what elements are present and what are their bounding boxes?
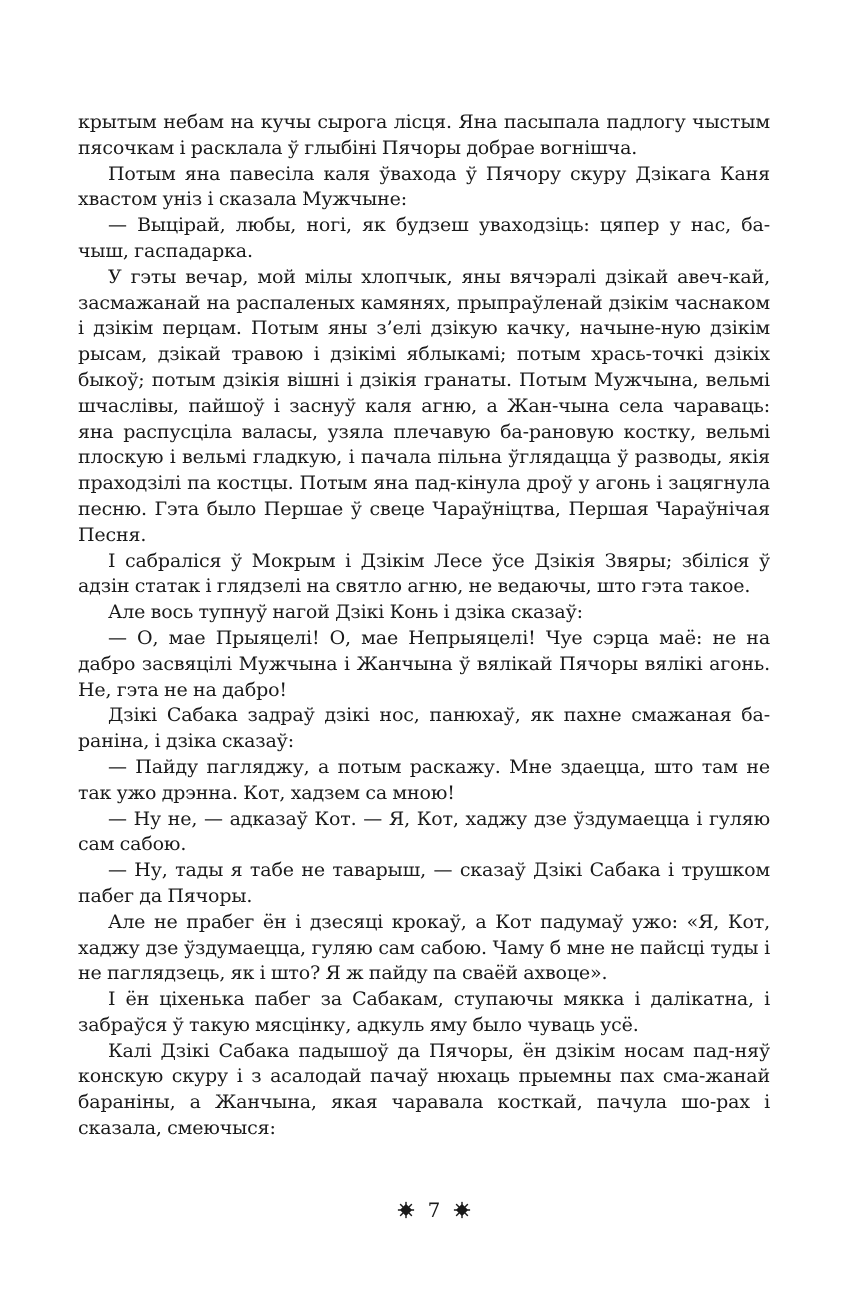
paragraph-9: — Пайду пагляджу, а потым раскажу. Мне здаецца, што там не так ужо дрэнна. Кот, хадзем са мною!	[78, 755, 770, 804]
paragraph-12: Але не прабег ён і дзесяці крокаў, а Кот падумаў ужо: «Я, Кот, хаджу дзе ўздумаецца, гуляю сам сабою. Чаму б мне не пайсці туды і не паглядзець, як і што? Я ж пайду па сваёй ахвоце».	[78, 910, 770, 985]
ornament-right-icon	[453, 1200, 471, 1218]
paragraph-4: У гэты вечар, мой мілы хлопчык, яны вячэралі дзікай авеч-кай, засмажанай на распаленых камянях, прыпраўленай дзікім часнаком і дзікім перцам. Потым яны з’елі дзікую качку, начыне-ную дзікім рысам, дзікай травою і дзікімі яблыкамі; потым хрась-точкі дзікіх быкоў; потым дзікія вішні і дзікія гранаты. Потым Мужчына, вельмі шчаслівы, пайшоў і заснуў каля агню, а Жан-чына села чараваць: яна распусціла валасы, узяла плечавую ба-рановую костку, вельмі плоскую і вельмі гладкую, і пачала пільна ўглядацца ў разводы, якія праходзілі па костцы. Потым яна пад-кінула дроў у агонь і зацягнула песню. Гэта было Першае ў свеце Чараўніцтва, Першая Чараўнічая Песня.	[78, 265, 770, 546]
paragraph-2: Потым яна павесіла каля ўвахода ў Пячору скуру Дзікага Каня хвастом уніз і сказала Мужчыне:	[78, 162, 770, 211]
paragraph-7: — О, мае Прыяцелі! О, мае Непрыяцелі! Чуе сэрца маё: не на дабро засвяцілі Мужчына і Жанчына ў вялікай Пячоры вялікі агонь. Не, гэта не на дабро!	[78, 626, 770, 701]
paragraph-5: І сабраліся ў Мокрым і Дзікім Лесе ўсе Дзікія Звяры; збіліся ў адзін статак і глядзелі на святло агню, не ведаючы, што гэта такое.	[78, 549, 770, 598]
paragraph-11: — Ну, тады я табе не таварыш, — сказаў Дзікі Сабака і трушком пабег да Пячоры.	[78, 859, 770, 907]
paragraph-1: крытым небам на кучы сырога лісця. Яна пасыпала падлогу чыстым пясочкам і расклала ў глыбіні Пячоры добрае вогнішча.	[78, 111, 770, 159]
page-footer	[0, 1198, 868, 1222]
page-number: 7	[427, 1198, 441, 1222]
page-text	[78, 110, 770, 1142]
paragraph-6: Але вось тупнуў нагой Дзікі Конь і дзіка сказаў:	[108, 601, 583, 624]
paragraph-8: Дзікі Сабака задраў дзікі нос, панюхаў, як пахне смажаная ба-раніна, і дзіка сказаў:	[78, 704, 770, 753]
paragraph-13: І ён ціхенька пабег за Сабакам, ступаючы мякка і далікатна, і забраўся ў такую мясцінку, адкуль яму было чуваць усё.	[78, 988, 770, 1036]
ornament-left-icon	[397, 1200, 415, 1218]
paragraph-10: — Ну не, — адказаў Кот. — Я, Кот, хаджу дзе ўздумаецца і гуляю сам сабою.	[78, 807, 770, 856]
paragraph-14: Калі Дзікі Сабака падышоў да Пячоры, ён дзікім носам пад-няў конскую скуру і з асалодай пачаў нюхаць прыемны пах сма-жанай бараніны, а Жанчына, якая чаравала косткай, пачула шо-рах і сказала, смеючыся:	[78, 1039, 770, 1140]
paragraph-3: — Выцірай, любы, ногі, як будзеш уваходзіць: цяпер у нас, ба-чыш, гаспадарка.	[78, 214, 770, 262]
